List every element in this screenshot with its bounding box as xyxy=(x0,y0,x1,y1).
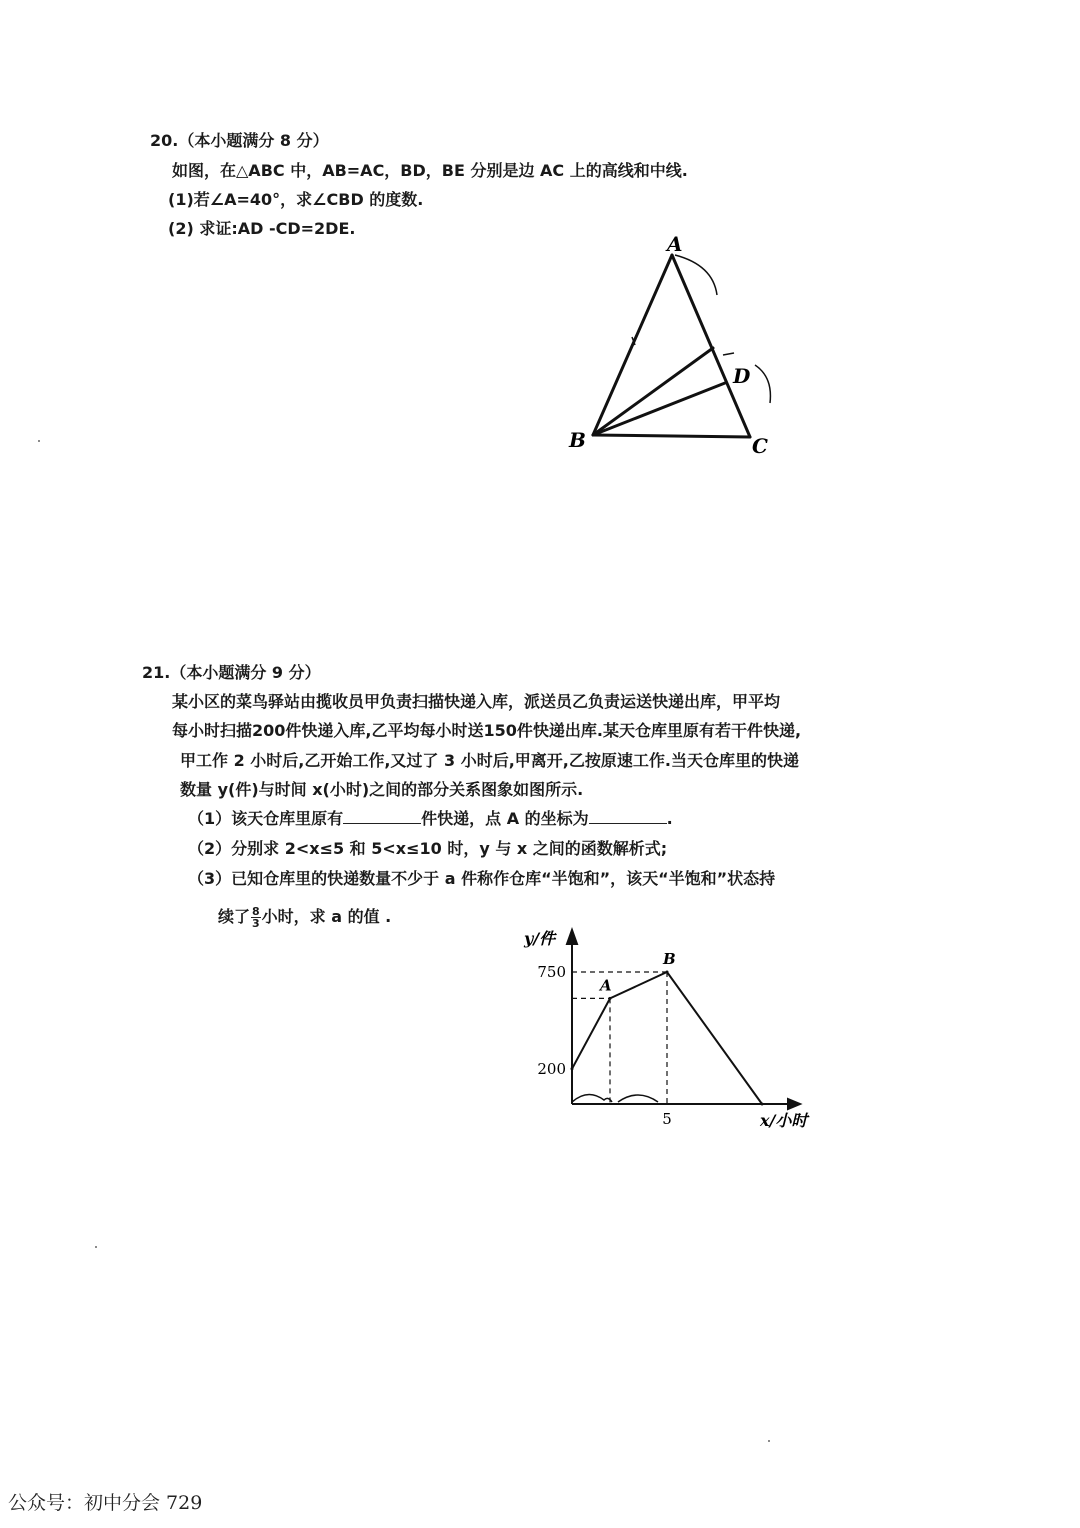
speck xyxy=(768,1440,770,1442)
y-axis-label: y/件 xyxy=(524,929,556,948)
y-axis-arrow xyxy=(567,930,577,944)
speck xyxy=(95,1246,97,1248)
inventory-chart xyxy=(520,920,840,1140)
brace-mark-1 xyxy=(572,1094,612,1102)
footer-watermark: 公众号：初中分会 729 xyxy=(8,1492,203,1514)
fraction-8-3 xyxy=(251,906,261,929)
q21-part3: （3）已知仓库里的快递数量不少于 a 件称作仓库“半饱和”，该天“半饱和”状态持 xyxy=(188,869,776,888)
q21-part3b-suffix: 小时，求 a 的值 . xyxy=(261,907,392,926)
data-point xyxy=(609,997,612,1000)
q21-part1-text-a: （1）该天仓库里原有 xyxy=(188,809,344,828)
q21-part1-end: . xyxy=(666,809,673,828)
q20-header: 20.（本小题满分 8 分） xyxy=(150,131,329,150)
label-b: B xyxy=(569,428,586,452)
q20-intro: 如图，在△ABC 中，AB=AC，BD，BE 分别是边 AC 上的高线和中线. xyxy=(172,161,688,180)
point-label-b: B xyxy=(663,950,676,968)
label-a: A xyxy=(667,232,683,256)
q21-part2: （2）分别求 2<x≤5 和 5<x≤10 时，y 与 x 之间的函数解析式; xyxy=(188,839,668,858)
point-label-a: A xyxy=(600,976,612,995)
q21-para-line2: 每小时扫描200件快递入库,乙平均每小时送150件快递出库.某天仓库里原有若干件快递, xyxy=(172,721,802,740)
y-tick-label-200: 200 xyxy=(537,1059,566,1078)
q21-para-line3: 甲工作 2 小时后,乙开始工作,又过了 3 小时后,甲离开,乙按原速工作.当天仓库里的快递 xyxy=(180,751,799,770)
segment-ac xyxy=(672,255,750,437)
data-point xyxy=(761,1103,764,1106)
fraction-denominator: 3 xyxy=(252,917,260,930)
data-point xyxy=(571,1067,574,1070)
q20-part1: (1)若∠A=40°，求∠CBD 的度数. xyxy=(168,190,424,209)
q21-para-line1: 某小区的菜鸟驿站由揽收员甲负责扫描快递入库，派送员乙负责运送快递出库，甲平均 xyxy=(172,692,781,711)
fraction-numerator: 8 xyxy=(252,905,260,918)
label-d: D xyxy=(733,364,751,388)
q21-header: 21.（本小题满分 9 分） xyxy=(142,663,321,682)
q20-part2: (2) 求证:AD -CD=2DE. xyxy=(168,219,356,238)
label-c: C xyxy=(752,434,768,458)
speck xyxy=(38,440,40,442)
x-axis-label: x/小时 xyxy=(760,1111,808,1130)
q21-part3-cont xyxy=(218,904,391,929)
triangle-figure xyxy=(555,225,795,465)
brace-mark-2 xyxy=(618,1095,658,1102)
y-tick-label-750: 750 xyxy=(537,963,566,981)
angle-arc-d xyxy=(755,365,770,403)
x-tick-label-5: 5 xyxy=(662,1110,672,1128)
segment-bc xyxy=(593,435,750,437)
data-point xyxy=(666,971,669,974)
q21-part1-text-b: 件快递，点 A 的坐标为 xyxy=(421,809,589,828)
tick-mark-d xyxy=(723,353,734,355)
x-axis-arrow xyxy=(788,1099,800,1109)
q21-part3b-prefix: 续了 xyxy=(218,907,251,926)
answer-blank-1 xyxy=(343,809,421,824)
q21-part1 xyxy=(188,806,673,829)
answer-blank-2 xyxy=(589,809,667,824)
q21-para-line4: 数量 y(件)与时间 x(小时)之间的部分关系图象如图所示. xyxy=(180,780,584,799)
